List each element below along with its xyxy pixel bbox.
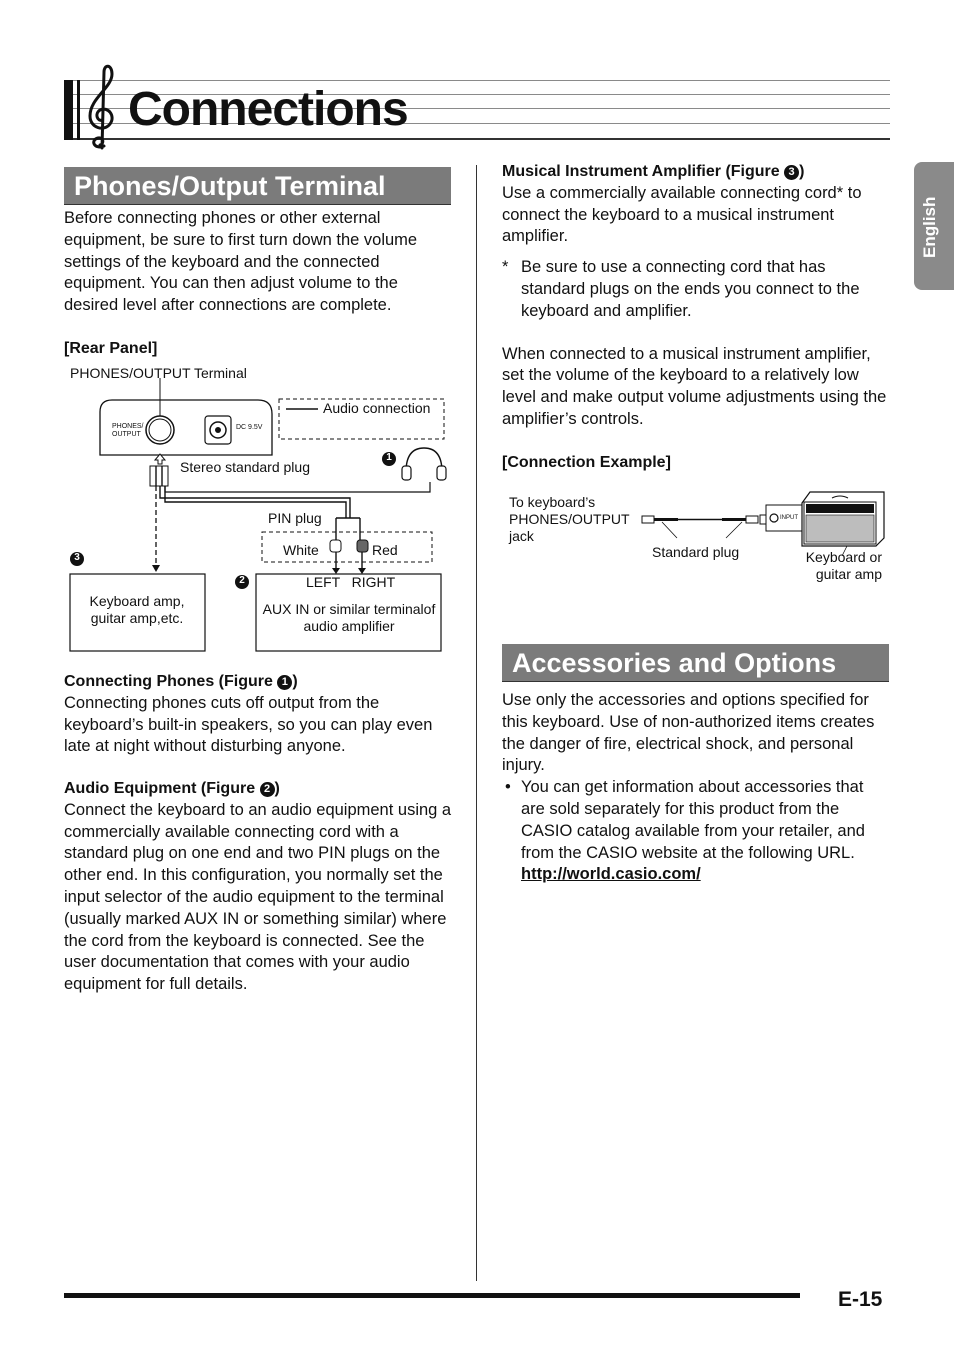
connecting-phones-text: Connecting phones cuts off output from the keyboard’s built-in speakers, so you can play even late at night without disturbing anyone. (64, 693, 433, 756)
connection-example-label: [Connection Example] (502, 453, 671, 471)
figure-badge: 1 (277, 675, 292, 690)
jack-label-line2: OUTPUT (112, 431, 141, 438)
audio-equipment-text: Connect the keyboard to an audio equipment using a commercially available connecting cord with a standard plug on one end and two PIN plugs on the other end. In this configuration, you normally set the input selector of the audio equipment to the terminal (usually marked AUX IN or something similar) where the cord from the keyboard is connected. See the user documentation that comes with your audio equipment for full details. (64, 800, 452, 994)
heading-close: ) (799, 163, 805, 180)
audio-equipment-heading (64, 778, 452, 800)
accessories-section (502, 690, 890, 886)
language-tab-label: English (920, 196, 939, 258)
amplifier-note (502, 257, 890, 322)
standard-plug-label: Standard plug (652, 544, 740, 560)
stereo-plug-label: Stereo standard plug (180, 459, 310, 475)
accessories-text: Use only the accessories and options specified for this keyboard. Use of non-authorized items creates the danger of fire, electrical shock, and personal injury. (502, 691, 875, 775)
connecting-phones-section (64, 671, 452, 758)
figure-number-3: 3 (74, 552, 80, 563)
note-mark: * (502, 258, 509, 277)
rear-panel-label: [Rear Panel] (64, 340, 158, 357)
heading-text: Audio Equipment (Figure (64, 780, 260, 797)
amplifier-section (502, 161, 890, 474)
heading-text: Musical Instrument Amplifier (Figure (502, 163, 785, 180)
accessories-bullet (502, 777, 890, 886)
dc-label: DC 9.5V (236, 424, 263, 431)
treble-clef-icon (82, 62, 122, 154)
aux-box-label: AUX IN or similar terminalof audio amplifier (262, 601, 436, 634)
section-heading-phones: Phones/Output Terminal (64, 167, 451, 205)
title-bar (64, 80, 73, 140)
audio-connection-legend: Audio connection (323, 400, 431, 416)
bullet-mark: • (505, 778, 511, 797)
figure-badge: 3 (784, 165, 799, 180)
to-keyboard-label: To keyboard’s PHONES/OUTPUT jack (509, 494, 630, 544)
audio-equipment-section (64, 778, 452, 996)
heading-close: ) (292, 673, 298, 690)
footer-rule (64, 1293, 800, 1298)
jack-label-line1: PHONES/ (112, 423, 144, 430)
amp-box-label: Keyboard amp, guitar amp,etc. (89, 593, 185, 626)
phones-intro-text: Before connecting phones or other external equipment, be sure to first turn down the volume settings of the keyboard and the connected equipment. You can then adjust volume to the desired level after connections are complete. (64, 209, 418, 315)
casio-url-link[interactable]: http://world.casio.com/ (521, 865, 701, 884)
note-text: Be sure to use a connecting cord that has standard plugs on the ends you connect to the keyboard and amplifier. (521, 258, 860, 320)
jack-label (112, 423, 144, 439)
heading-text: Connecting Phones (Figure (64, 673, 278, 690)
figure-number-1: 1 (386, 452, 392, 463)
input-label: INPUT (780, 515, 798, 521)
left-right-label: LEFT RIGHT (306, 574, 396, 590)
connection-example-diagram (502, 488, 892, 588)
red-label: Red (372, 542, 398, 558)
amp-label: Keyboard or guitar amp (805, 549, 882, 582)
connecting-phones-heading (64, 671, 452, 693)
bullet-text: You can get information about accessories that are sold separately for this product from the CASIO catalog available from your retailer, and from the CASIO website at the following URL. (521, 778, 865, 862)
section-heading-accessories: Accessories and Options (502, 644, 889, 682)
amplifier-heading (502, 161, 890, 183)
heading-close: ) (274, 780, 280, 797)
column-divider (476, 165, 477, 1281)
figure-number-2: 2 (239, 575, 245, 586)
language-tab[interactable] (914, 162, 954, 290)
amplifier-text: Use a commercially available connecting cord* to connect the keyboard to a musical instrument amplifier. (502, 183, 862, 246)
phones-terminal-label: PHONES/OUTPUT Terminal (70, 365, 247, 381)
white-label: White (283, 542, 319, 558)
rear-panel-diagram (60, 360, 460, 660)
title-bar-thin (77, 80, 80, 140)
pin-plug-label: PIN plug (268, 510, 322, 526)
figure-badge: 2 (260, 782, 275, 797)
page-number: E-15 (838, 1288, 883, 1311)
phones-intro (64, 208, 452, 317)
page-title: Connections (128, 83, 408, 136)
amplifier-text-2: When connected to a musical instrument amplifier, set the volume of the keyboard to a relatively low level and make output volume adjustments using the amplifier’s controls. (502, 344, 887, 428)
